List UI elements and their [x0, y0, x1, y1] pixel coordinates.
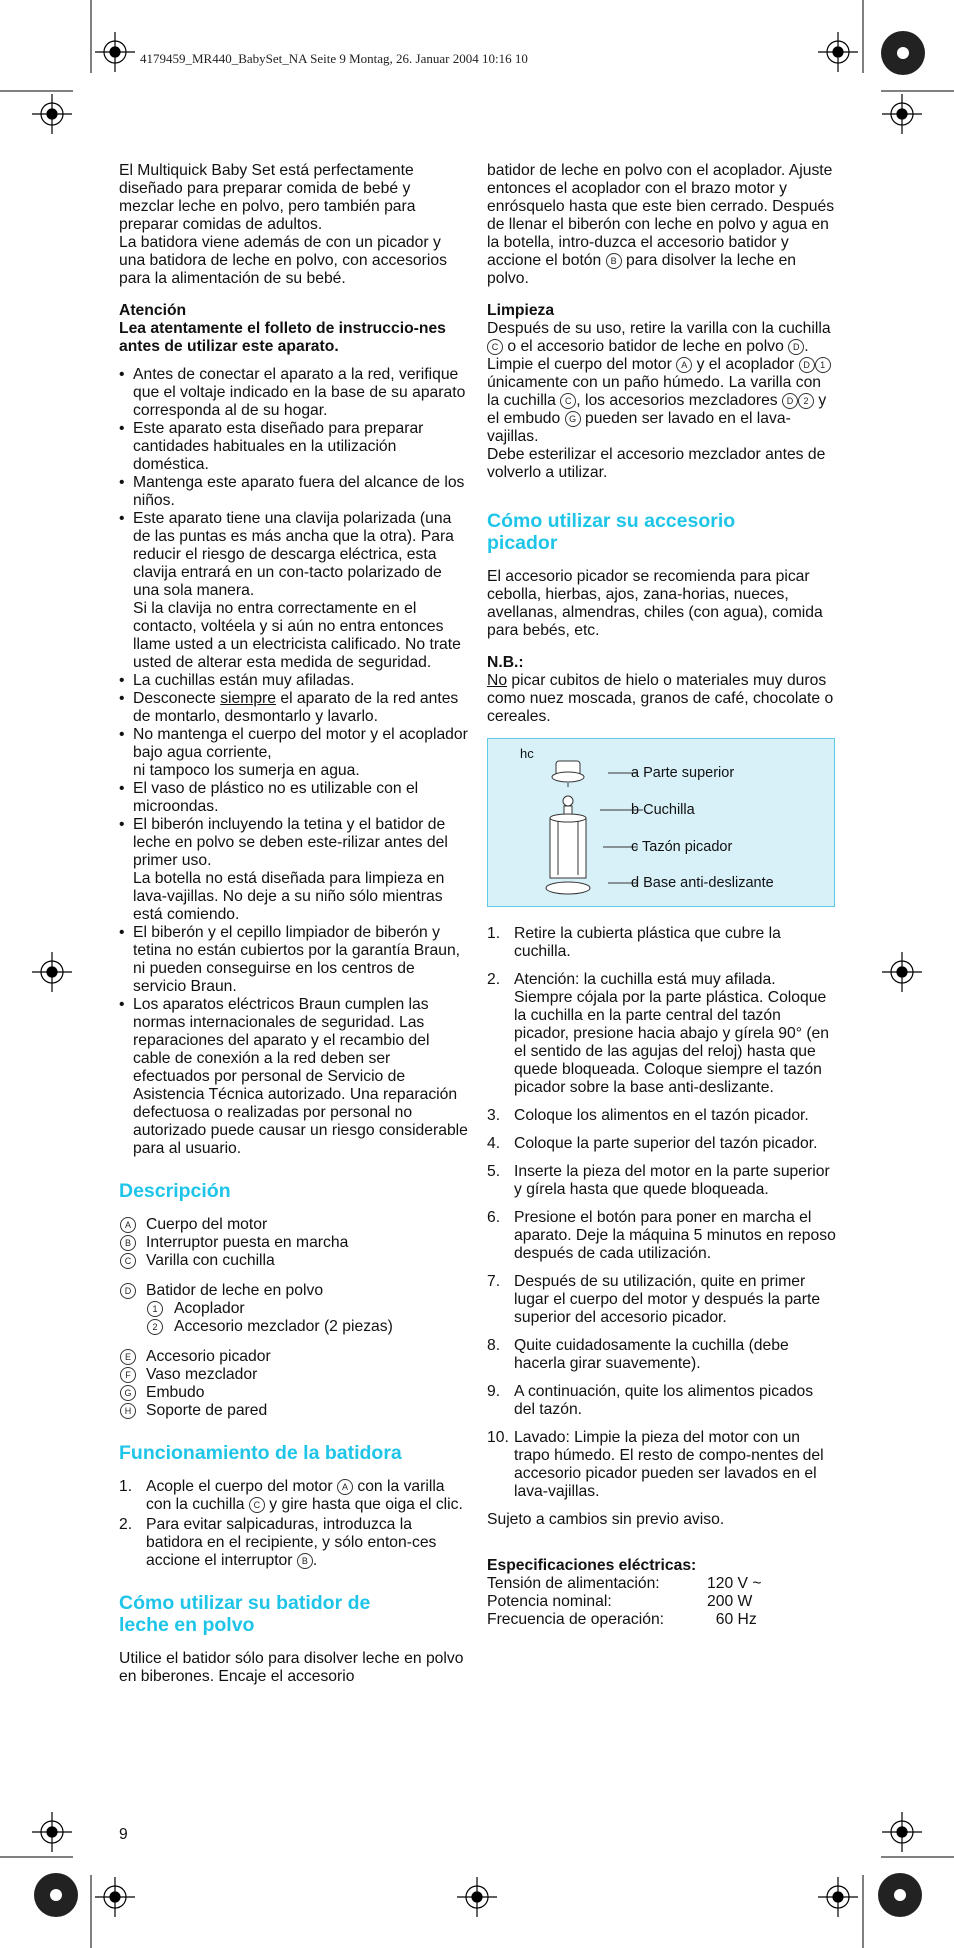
- list-item: • Mantenga este aparato fuera del alcance de los niños.: [119, 474, 469, 510]
- list-item: 1. Acople el cuerpo del motor A con la varilla con la cuchilla C y gire hasta que oiga el clic.: [119, 1478, 463, 1513]
- desc-list: [119, 1216, 469, 1270]
- list-item: 3. Coloque los alimentos en el tazón picador.: [487, 1107, 809, 1124]
- picador-text: El accesorio picador se recomienda para picar cebolla, hierbas, ajos, zana-horias, nueces, avellanas, almendras, chiles (con agua), comida para bebés, etc.: [487, 568, 823, 639]
- figure-label-a: a Parte superior: [631, 765, 735, 781]
- descripcion-heading: Descripción: [119, 1180, 231, 1202]
- list-item: F Vaso mezclador: [119, 1366, 469, 1384]
- nb-title: N.B.:: [487, 654, 524, 671]
- list-item: 4. Coloque la parte superior del tazón picador.: [487, 1135, 818, 1152]
- limpieza-text: Después de su uso, retire la varilla con la cuchilla C o el accesorio batidor de leche en polvo D . Limpie el cuerpo del motor A y el acoplador D 1 únicamente con un paño húmedo. La varilla con la cuchilla C , los accesorios mezcladores D 2 y el embudo G pueden ser lavado en el lava-vajillas.: [487, 320, 831, 445]
- list-item: • La cuchillas están muy afiladas.: [119, 672, 469, 690]
- list-item: • Desconecte siempre el aparato de la red antes de montarlo, desmontarlo y lavarlo.: [119, 690, 469, 726]
- list-item: • Este aparato tiene una clavija polarizada (una de las puntas es más ancha que la otra). Para reducir el riesgo de descarga eléctrica, esta clavija entrará en un con-tacto polarizado de una sola manera. Si la clavija no entra correctamente en el contacto, voltéela y si aún no entra entonces llame usted a un electricista calificado. No trate usted de alterar esta medida de seguridad.: [119, 510, 469, 672]
- nb-text: No picar cubitos de hielo o materiales muy duros como nuez moscada, granos de café, chocolate o cereales.: [487, 672, 834, 725]
- list-item: D Batidor de leche en polvo: [119, 1282, 469, 1300]
- atencion-title: Atención: [119, 302, 187, 319]
- list-item: A Cuerpo del motor: [119, 1216, 469, 1234]
- batidor-text: Utilice el batidor sólo para disolver leche en polvo en biberones. Encaje el accesorio: [119, 1650, 464, 1685]
- list-item: 2. Atención: la cuchilla está muy afilada. Siempre cójala por la parte plástica. Coloque la cuchilla en la parte central del tazón picador, presione hacia abajo y gírela 90° (en el sentido de las agujas del reloj) hasta que quede bloqueada. Coloque siempre el tazón picador sobre la base anti-deslizante.: [487, 971, 829, 1096]
- list-item: 7. Después de su utilización, quite en primer lugar el cuerpo del motor y después la parte superior del accesorio picador.: [487, 1273, 821, 1326]
- list-item: 2. Para evitar salpicaduras, introduzca la batidora en el recipiente, y sólo enton-ces accione el interruptor B .: [119, 1516, 437, 1569]
- page-number: 9: [119, 1826, 128, 1843]
- limpieza-title: Limpieza: [487, 302, 555, 319]
- right-column: [487, 162, 837, 1629]
- picador-heading: Cómo utilizar su accesorio picador: [487, 510, 736, 554]
- list-item: • No mantenga el cuerpo del motor y el acoplador bajo agua corriente, ni tampoco los sumerja en agua.: [119, 726, 469, 780]
- list-item: • Este aparato esta diseñado para preparar cantidades habituales en la utilización doméstica.: [119, 420, 469, 474]
- desc-list-d: [119, 1282, 469, 1300]
- list-item: 6. Presione el botón para poner en marcha el aparato. Deje la máquina 5 minutos en reposo después de cada utilización.: [487, 1209, 836, 1262]
- list-item: 5. Inserte la pieza del motor en la parte superior y gírela hasta que quede bloqueada.: [487, 1163, 830, 1198]
- desc-list-e: [119, 1348, 469, 1420]
- left-column: [119, 162, 469, 1686]
- list-item: 1 Acoplador: [119, 1300, 469, 1318]
- print-header: 4179459_MR440_BabySet_NA Seite 9 Montag, 26. Januar 2004 10:16 10: [140, 51, 528, 66]
- list-item: 9. A continuación, quite los alimentos picados del tazón.: [487, 1383, 814, 1418]
- list-item: 1. Retire la cubierta plástica que cubre la cuchilla.: [487, 925, 781, 960]
- cont-text: batidor de leche en polvo con el acoplador. Ajuste entonces el acoplador con el brazo motor y enrósquelo hasta que este bien cerrado. Después de llenar el biberón con leche en polvo y agua en la botella, intro-duzca el accesorio batidor y accione el botón B para disolver la leche en polvo.: [487, 162, 835, 287]
- atencion-subtitle: Lea atentamente el folleto de instruccio-nes antes de utilizar este aparato.: [119, 320, 446, 355]
- picador-steps: [487, 925, 837, 1501]
- list-item: G Embudo: [119, 1384, 469, 1402]
- figure-tag: hc: [520, 746, 534, 761]
- list-item: B Interruptor puesta en marcha: [119, 1234, 469, 1252]
- figure-label-c: c Tazón picador: [631, 839, 733, 855]
- figure-label-d: d Base anti-deslizante: [631, 875, 774, 891]
- list-item: • El vaso de plástico no es utilizable con el microondas.: [119, 780, 469, 816]
- list-item: 2 Accesorio mezclador (2 piezas): [119, 1318, 469, 1336]
- chopper-figure: [487, 738, 835, 907]
- list-item: • Antes de conectar el aparato a la red, verifique que el voltaje indicado en la base de su aparato corresponda al de su hogar.: [119, 366, 469, 420]
- batidor-heading: Cómo utilizar su batidor de leche en polvo: [119, 1592, 371, 1636]
- limpieza-text-2: Debe esterilizar el accesorio mezclador antes de volverlo a utilizar.: [487, 446, 826, 481]
- funcionamiento-heading: Funcionamiento de la batidora: [119, 1442, 402, 1464]
- figure-label-b: b Cuchilla: [631, 802, 695, 818]
- list-item: • El biberón incluyendo la tetina y el batidor de leche en polvo se deben este-rilizar antes del primer uso. La botella no está diseñada para limpieza en lava-vajillas. No deje a su niño sólo mientras está comiendo.: [119, 816, 469, 924]
- list-item: 10. Lavado: Limpie la pieza del motor con un trapo húmedo. El resto de compo-nentes del accesorio picador pueden ser lavados en el lava-vajillas.: [487, 1429, 824, 1500]
- list-item: • Los aparatos eléctricos Braun cumplen las normas internacionales de seguridad. Las reparaciones del aparato y el recambio del cable de conexión a la red deben ser efectuados por personal de Servicio de Asistencia Técnica autorizado. Una reparación defectuosa o realizadas por personal no autorizado puede causar un riesgo considerable para al usuario.: [119, 996, 469, 1158]
- list-item: C Varilla con cuchilla: [119, 1252, 469, 1270]
- desc-sublist: [119, 1300, 469, 1336]
- intro: El Multiquick Baby Set está perfectamente diseñado para preparar comida de bebé y mezclar leche en polvo, pero también para preparar comidas de adultos. La batidora viene además de con un picador y una batidora de leche en polvo, con accesorios para la alimentación de su bebé.: [119, 162, 447, 287]
- sujeto-text: Sujeto a cambios sin previo aviso.: [487, 1511, 725, 1528]
- spec-table: Tensión de alimentación: 120 V ~ Potencia nominal: 200 W Frecuencia de operación: 60 Hz: [487, 1575, 762, 1628]
- list-item: • El biberón y el cepillo limpiador de biberón y tetina no están cubiertos por la garantía Braun, ni pueden conseguirse en los centros de servicio Braun.: [119, 924, 469, 996]
- list-item: H Soporte de pared: [119, 1402, 469, 1420]
- func-steps: [119, 1478, 469, 1570]
- safety-list: [119, 366, 469, 1158]
- list-item: 8. Quite cuidadosamente la cuchilla (debe hacerla girar suavemente).: [487, 1337, 789, 1372]
- spec-title: Especificaciones eléctricas:: [487, 1557, 697, 1574]
- list-item: E Accesorio picador: [119, 1348, 469, 1366]
